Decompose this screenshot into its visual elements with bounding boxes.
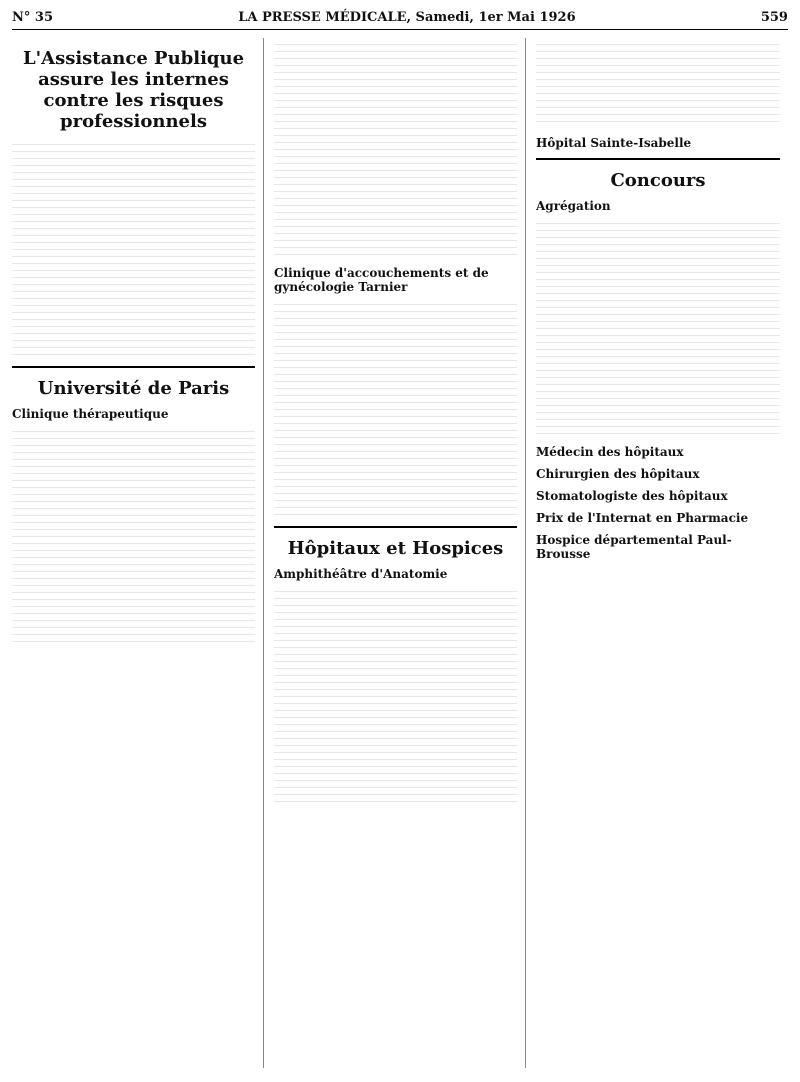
article-body bbox=[12, 138, 255, 358]
article-body bbox=[536, 38, 780, 128]
subheading: Clinique d'accouchements et de gynécologie Tarnier bbox=[274, 266, 489, 294]
section-heading: Concours bbox=[610, 170, 706, 191]
subheading: Médecin des hôpitaux bbox=[536, 445, 684, 459]
column-3 bbox=[536, 38, 788, 1068]
page-number: 559 bbox=[760, 10, 788, 25]
article-body bbox=[274, 298, 517, 518]
subheading: Stomatologiste des hôpitaux bbox=[536, 489, 728, 503]
article-body bbox=[536, 217, 780, 437]
masthead bbox=[12, 10, 788, 30]
subheading: Hospice départemental Paul-Brousse bbox=[536, 533, 732, 561]
subheading: Hôpital Sainte-Isabelle bbox=[536, 136, 692, 150]
subheading: Clinique thérapeutique bbox=[12, 407, 169, 421]
subheading: Amphithéâtre d'Anatomie bbox=[274, 567, 448, 581]
subheading: Prix de l'Internat en Pharmacie bbox=[536, 511, 749, 525]
issue-number: N° 35 bbox=[12, 10, 53, 25]
column-2 bbox=[274, 38, 526, 1068]
article-body bbox=[274, 585, 517, 805]
subheading: Agrégation bbox=[536, 199, 611, 213]
article-body bbox=[12, 425, 255, 645]
article-body bbox=[274, 38, 517, 258]
column-1 bbox=[12, 38, 264, 1068]
section-heading: Université de Paris bbox=[37, 378, 230, 399]
masthead-title: LA PRESSE MÉDICALE, Samedi, 1er Mai 1926 bbox=[238, 10, 576, 25]
subheading: Chirurgien des hôpitaux bbox=[536, 467, 700, 481]
headline: L'Assistance Publique assure les internes contre les risques professionnels bbox=[22, 48, 245, 132]
section-heading: Hôpitaux et Hospices bbox=[287, 538, 504, 559]
